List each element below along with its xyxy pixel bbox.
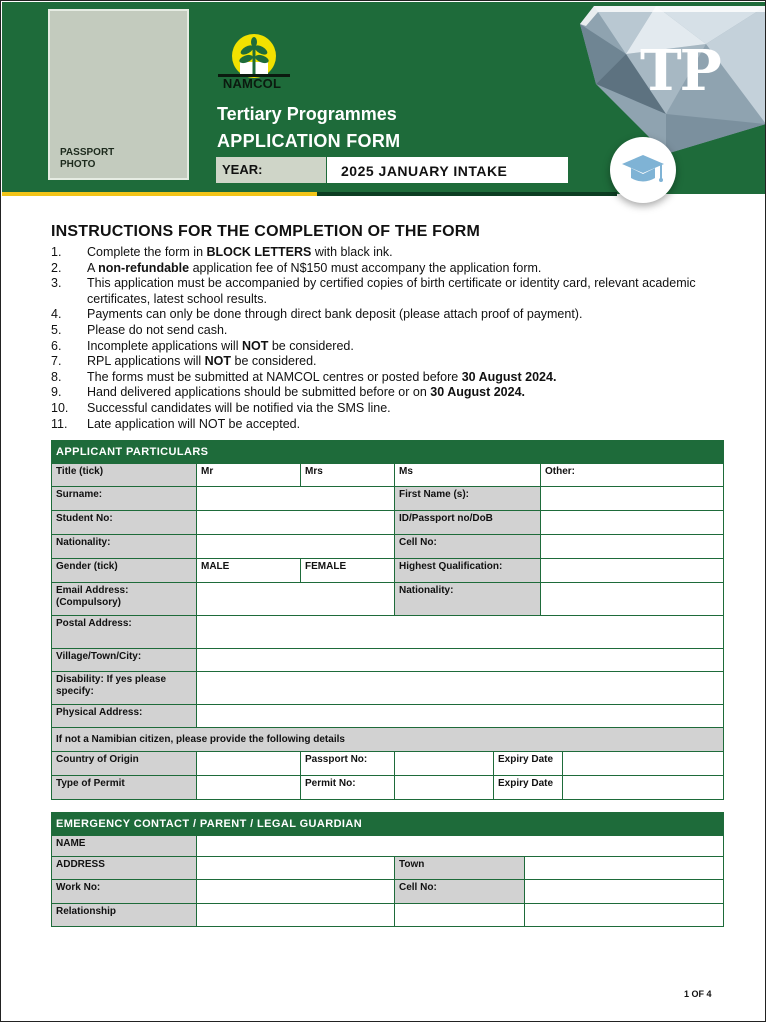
- instruction-fragment: Payments can only be done through direct bank deposit (please attach proof of payment).: [87, 307, 583, 322]
- year-label: YEAR:: [216, 157, 326, 183]
- title-mr-option[interactable]: Mr: [197, 464, 301, 487]
- instruction-text: [87, 417, 731, 433]
- instruction-text: [87, 354, 731, 370]
- instruction-emphasis: BLOCK LETTERS: [206, 245, 312, 259]
- emergency-work-no-field[interactable]: [197, 880, 395, 904]
- applicant-particulars-table: [51, 440, 724, 752]
- instruction-number: 4.: [51, 307, 62, 322]
- expiry-date-label-1: Expiry Date: [494, 752, 563, 776]
- form-title: APPLICATION FORM: [217, 131, 401, 151]
- instruction-item: [51, 276, 731, 307]
- instruction-text: [87, 370, 731, 386]
- applicant-particulars-heading: APPLICANT PARTICULARS: [52, 441, 724, 464]
- emergency-address-field[interactable]: [197, 857, 395, 880]
- emergency-town-field[interactable]: [525, 857, 724, 880]
- emergency-cell-no-field[interactable]: [525, 880, 724, 904]
- title-mrs-option[interactable]: Mrs: [301, 464, 395, 487]
- passport-photo-box: [48, 9, 189, 180]
- yellow-stripe: [2, 192, 317, 196]
- instruction-text: [87, 385, 731, 401]
- instruction-emphasis: non-refundable: [98, 260, 190, 275]
- instruction-number: 6.: [51, 338, 62, 353]
- instruction-item: [51, 417, 731, 433]
- passport-photo-label: PASSPORT PHOTO: [60, 147, 115, 170]
- instruction-item: [51, 261, 731, 277]
- nationality2-label: Nationality:: [395, 583, 541, 616]
- instruction-fragment: be considered.: [268, 338, 354, 353]
- instruction-fragment: Late application will NOT be accepted.: [87, 416, 301, 431]
- instruction-emphasis: 30 August 2024.: [461, 369, 557, 384]
- village-town-city-label: Village/Town/City:: [52, 649, 197, 672]
- gender-female-option[interactable]: FEMALE: [301, 559, 395, 583]
- disability-label: Disability: If yes please specify:: [52, 672, 197, 705]
- type-of-permit-field[interactable]: [197, 776, 301, 800]
- instruction-number: 5.: [51, 322, 62, 337]
- foreign-details-table: [51, 751, 724, 800]
- expiry-date-field-1[interactable]: [563, 752, 724, 776]
- namcol-logo-icon: [214, 34, 294, 78]
- cell-no-field[interactable]: [541, 535, 724, 559]
- emergency-contact-table: [51, 812, 724, 927]
- instruction-emphasis: NOT: [204, 354, 232, 369]
- title-label: Title (tick): [52, 464, 197, 487]
- instruction-text: [87, 245, 731, 261]
- programme-title: Tertiary Programmes: [217, 104, 397, 124]
- instruction-number: 2.: [51, 260, 62, 275]
- instruction-fragment: This application must be accompanied by certified copies of birth certificate or identity card, relevant academic certificates, latest school results.: [87, 276, 696, 306]
- instruction-emphasis: NOT: [241, 338, 269, 353]
- highest-qualification-label: Highest Qualification:: [395, 559, 541, 583]
- instruction-fragment: with black ink.: [311, 245, 393, 259]
- instruction-item: [51, 370, 731, 386]
- first-name-field[interactable]: [541, 487, 724, 511]
- instruction-fragment: Successful candidates will be notified via the SMS line.: [87, 400, 391, 415]
- disability-field[interactable]: [197, 672, 724, 705]
- instructions-list: [51, 245, 731, 432]
- id-passport-field[interactable]: [541, 511, 724, 535]
- nationality-label: Nationality:: [52, 535, 197, 559]
- instruction-text: [87, 339, 731, 355]
- country-of-origin-label: Country of Origin: [52, 752, 197, 776]
- emergency-relationship-extra-1[interactable]: [395, 904, 525, 927]
- emergency-work-no-label: Work No:: [52, 880, 197, 904]
- instruction-fragment: Please do not send cash.: [87, 322, 228, 337]
- instruction-text: [87, 323, 731, 339]
- student-no-field[interactable]: [197, 511, 395, 535]
- instructions-title: INSTRUCTIONS FOR THE COMPLETION OF THE FORM: [51, 223, 481, 240]
- instruction-text: [87, 261, 731, 277]
- village-town-city-field[interactable]: [197, 649, 724, 672]
- instruction-number: 7.: [51, 354, 62, 369]
- emergency-contact-heading: EMERGENCY CONTACT / PARENT / LEGAL GUARDIAN: [52, 813, 724, 836]
- dark-stripe: [317, 192, 617, 196]
- instruction-fragment: application fee of N$150 must accompany the application form.: [189, 260, 542, 275]
- instruction-number: 9.: [51, 385, 62, 400]
- first-name-label: First Name (s):: [395, 487, 541, 511]
- physical-address-field[interactable]: [197, 705, 724, 728]
- permit-no-field[interactable]: [395, 776, 494, 800]
- instruction-item: [51, 339, 731, 355]
- emergency-cell-no-label: Cell No:: [395, 880, 525, 904]
- emergency-relationship-field[interactable]: [197, 904, 395, 927]
- expiry-date-field-2[interactable]: [563, 776, 724, 800]
- title-ms-option[interactable]: Ms: [395, 464, 541, 487]
- cell-no-label: Cell No:: [395, 535, 541, 559]
- instruction-number: 1.: [51, 245, 62, 259]
- emergency-name-field[interactable]: [197, 836, 724, 857]
- email-field[interactable]: [197, 583, 395, 616]
- emergency-relationship-extra-2[interactable]: [525, 904, 724, 927]
- highest-qualification-field[interactable]: [541, 559, 724, 583]
- email-label: Email Address: (Compulsory): [52, 583, 197, 616]
- instruction-text: [87, 276, 731, 307]
- passport-no-field[interactable]: [395, 752, 494, 776]
- instruction-item: [51, 245, 731, 261]
- postal-address-field[interactable]: [197, 616, 724, 649]
- instruction-fragment: RPL applications will: [87, 354, 205, 369]
- nationality-field[interactable]: [197, 535, 395, 559]
- graduation-cap-icon: [621, 151, 665, 187]
- surname-field[interactable]: [197, 487, 395, 511]
- gender-male-option[interactable]: MALE: [197, 559, 301, 583]
- instruction-item: [51, 401, 731, 417]
- instruction-emphasis: 30 August 2024.: [430, 385, 525, 400]
- emergency-name-label: NAME: [52, 836, 197, 857]
- instruction-item: [51, 385, 731, 401]
- id-passport-label: ID/Passport no/DoB: [395, 511, 541, 535]
- emergency-relationship-label: Relationship: [52, 904, 197, 927]
- instruction-text: [87, 401, 731, 417]
- instruction-number: 8.: [51, 369, 62, 384]
- instruction-item: [51, 307, 731, 323]
- foreign-citizen-note: If not a Namibian citizen, please provide the following details: [52, 728, 724, 752]
- instruction-number: 3.: [51, 276, 62, 291]
- instruction-fragment: The forms must be submitted at NAMCOL centres or posted before: [87, 369, 462, 384]
- emergency-address-label: ADDRESS: [52, 857, 197, 880]
- instruction-fragment: be considered.: [231, 354, 317, 369]
- namcol-logo: [214, 34, 294, 94]
- emergency-town-label: Town: [395, 857, 525, 880]
- student-no-label: Student No:: [52, 511, 197, 535]
- permit-no-label: Permit No:: [301, 776, 395, 800]
- instruction-fragment: Hand delivered applications should be submitted before or on: [87, 385, 431, 400]
- gender-label: Gender (tick): [52, 559, 197, 583]
- instruction-fragment: Complete the form in: [87, 245, 207, 259]
- instruction-text: [87, 307, 731, 323]
- type-of-permit-label: Type of Permit: [52, 776, 197, 800]
- physical-address-label: Physical Address:: [52, 705, 197, 728]
- expiry-date-label-2: Expiry Date: [494, 776, 563, 800]
- instruction-item: [51, 323, 731, 339]
- surname-label: Surname:: [52, 487, 197, 511]
- nationality2-field[interactable]: [541, 583, 724, 616]
- country-of-origin-field[interactable]: [197, 752, 301, 776]
- page-number: 1 OF 4: [684, 989, 712, 999]
- instruction-item: [51, 354, 731, 370]
- graduation-cap-badge: [610, 137, 676, 203]
- instruction-number: 10.: [51, 400, 69, 415]
- postal-address-label: Postal Address:: [52, 616, 197, 649]
- instruction-fragment: A: [87, 260, 99, 275]
- passport-no-label: Passport No:: [301, 752, 395, 776]
- instruction-fragment: Incomplete applications will: [87, 338, 242, 353]
- tp-badge-text: TP: [640, 38, 720, 104]
- year-value: 2025 JANUARY INTAKE: [327, 157, 568, 183]
- logo-text: NAMCOL: [222, 76, 282, 91]
- instruction-number: 11.: [51, 416, 68, 431]
- title-other-option[interactable]: Other:: [541, 464, 724, 487]
